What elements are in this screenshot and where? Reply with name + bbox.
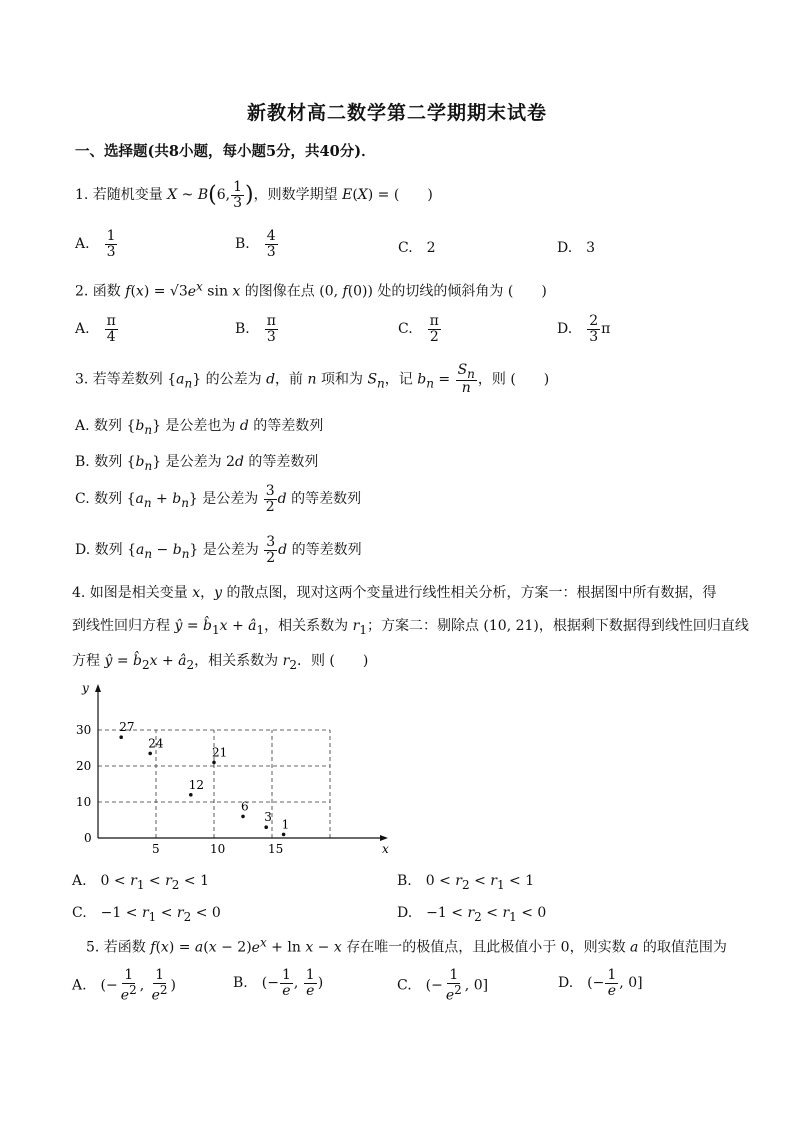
- q1-option-a[interactable]: A. $\frac{1}{3}$: [75, 228, 116, 260]
- data-points: [119, 720, 289, 836]
- q2-option-a[interactable]: A. $\frac{\pi}{4}$: [75, 313, 116, 345]
- q5-option-c[interactable]: C. (− $\frac{1}{e^2}$ , 0]: [397, 967, 489, 1004]
- axes: [81, 681, 389, 856]
- q5-option-d[interactable]: D. (− $\frac{1}{e}$ , 0]: [558, 967, 643, 999]
- y-tick-30: 30: [76, 723, 92, 737]
- data-label-6: 6: [241, 799, 249, 814]
- section-heading: 一、选择题(共8小题，每小题5分，共40分)．: [75, 143, 376, 160]
- y-tick-20: 20: [76, 759, 92, 773]
- q4-option-c[interactable]: C. $-1 < r_1 < r_2 < 0$: [72, 905, 221, 924]
- question-1: 1. 若随机变量 X ~ B(6, $\frac{1}{3}$ )，则数学期望 E(X) = ( ): [75, 179, 433, 211]
- data-label-21: 21: [212, 745, 228, 760]
- q2-option-c[interactable]: C. $\frac{\pi}{2}$: [398, 313, 439, 345]
- x-axis-arrow: [380, 835, 388, 841]
- question-4-line2: 到线性回归方程 ŷ = $b̂_1x$ + $â_1$，相关系数为 $r_1$；方案二：剔除点 (10, 21)，根据剩下数据得到线性回归直线: [72, 618, 749, 637]
- q4-option-d[interactable]: D. $-1 < r_2 < r_1 < 0$: [397, 905, 547, 924]
- tick-labels: [76, 723, 283, 856]
- q3-option-a[interactable]: A. 数列 $\{b_n\}$ 是公差也为 d 的等差数列: [75, 418, 324, 437]
- question-3: 3. 若等差数列 $\{a_n\}$ 的公差为 d，前 n 项和为 $S_n$，记 $b_n$ = $\frac{S_n}{n}$ ，则 ( ): [75, 362, 550, 397]
- y-tick-10: 10: [76, 795, 92, 809]
- q4-option-a[interactable]: A. $0 < r_1 < r_2 < 1$: [72, 873, 209, 892]
- data-label-24: 24: [148, 736, 164, 751]
- page-title: 新教材高二数学第二学期期末试卷: [246, 102, 547, 124]
- data-point-21: [212, 761, 216, 765]
- data-label-3: 3: [264, 810, 272, 825]
- q2-option-d[interactable]: D. $\frac{2}{3}$ π: [557, 313, 611, 345]
- data-point-3: [264, 825, 268, 829]
- y-axis-label: y: [82, 681, 89, 695]
- y-tick-0: 0: [84, 831, 92, 845]
- data-label-1: 1: [281, 817, 290, 832]
- q5-option-a[interactable]: A. (− $\frac{1}{e^2}$ , $\frac{1}{e^2}$ ): [72, 967, 177, 1004]
- question-4-line1: 4. 如图是相关变量 x，y 的散点图，现对这两个变量进行线性相关分析，方案一：根据图中所有数据，得: [72, 585, 717, 601]
- data-point-1: [282, 833, 286, 837]
- q5-option-b[interactable]: B. (− $\frac{1}{e}$ , $\frac{1}{e}$ ): [233, 967, 324, 999]
- data-label-27: 27: [119, 720, 135, 735]
- x-axis-label: x: [382, 842, 389, 856]
- y-axis-arrow: [95, 684, 101, 692]
- question-2: 2. 函数 $f(x) = √3e^x$ sin x 的图像在点 (0, f(0)) 处的切线的倾斜角为 ( ): [75, 279, 547, 300]
- question-5: 5. 若函数 $f(x) = a(x - 2)e^x + \ln x - x$ 存在唯一的极值点，且此极值小于 0，则实数 a 的取值范围为: [86, 935, 727, 956]
- data-label-12: 12: [188, 777, 205, 792]
- data-point-27: [119, 735, 123, 739]
- q3-option-b[interactable]: B. 数列 $\{b_n\}$ 是公差为 2d 的等差数列: [75, 454, 319, 473]
- question-4-line3: 方程 ŷ = $b̂_2x$ + $â_2$，相关系数为 $r_2$．则 ( ): [72, 653, 369, 672]
- data-point-12: [189, 793, 193, 797]
- data-point-6: [241, 815, 245, 819]
- q2-option-b[interactable]: B. $\frac{\pi}{3}$: [235, 313, 276, 345]
- scatter-plot: [68, 680, 389, 860]
- x-tick-10: 10: [210, 842, 226, 856]
- q3-option-c[interactable]: C. 数列 $\{a_n + b_n\}$ 是公差为 $\frac{3}{2}$ d 的等差数列: [75, 483, 362, 515]
- x-tick-5: 5: [152, 842, 160, 856]
- q1-option-c[interactable]: C. 2: [398, 240, 436, 256]
- q4-option-b[interactable]: B. $0 < r_2 < r_1 < 1$: [397, 873, 535, 892]
- q1-option-d[interactable]: D. 3: [557, 240, 596, 256]
- data-point-24: [148, 752, 152, 756]
- x-tick-15: 15: [268, 842, 284, 856]
- q1-option-b[interactable]: B. $\frac{4}{3}$: [235, 228, 276, 260]
- q3-option-d[interactable]: D. 数列 $\{a_n - b_n\}$ 是公差为 $\frac{3}{2}$ d 的等差数列: [75, 534, 362, 566]
